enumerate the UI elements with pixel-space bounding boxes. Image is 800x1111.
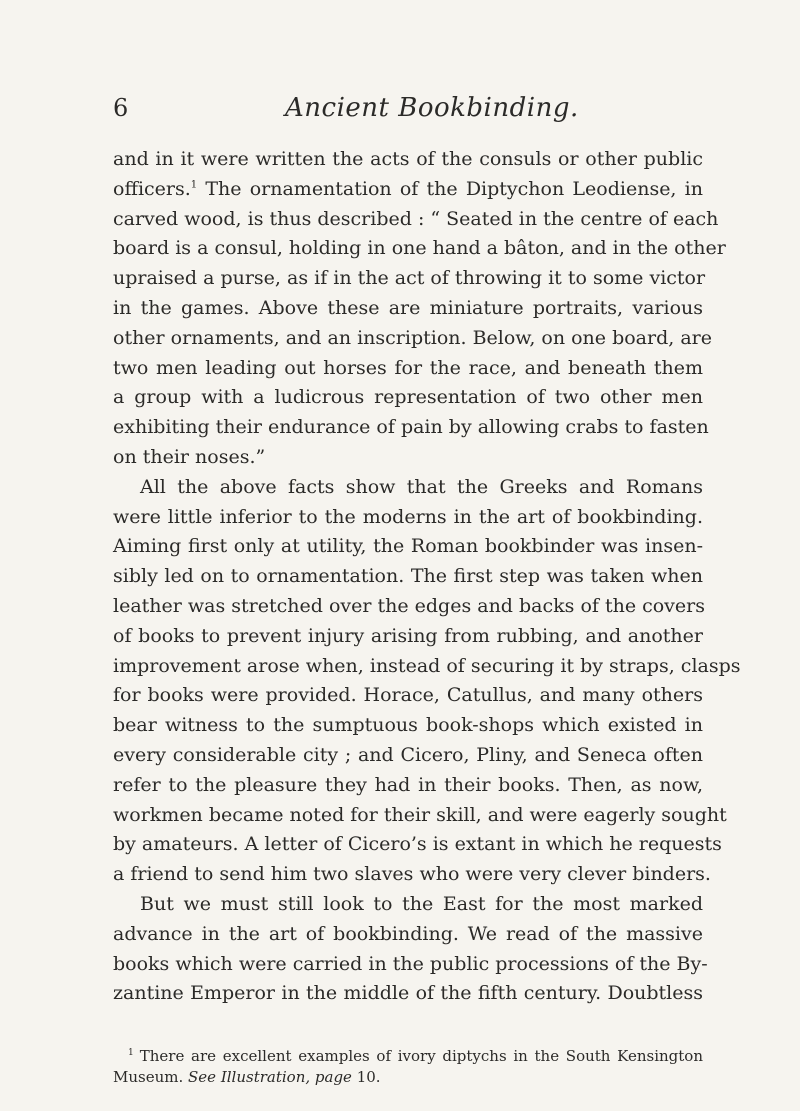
text-line: Aiming first only at utility, the Roman bookbinder was insen-: [113, 535, 703, 558]
text-line: exhibiting their endurance of pain by allowing crabs to fasten: [113, 416, 709, 439]
page-number: 6: [113, 94, 129, 122]
text-fragment: officers.: [113, 177, 191, 200]
text-line: carved wood, is thus described : “ Seated in the centre of each: [113, 207, 719, 230]
text-line: and in it were written the acts of the consuls or other public: [113, 148, 703, 170]
footnote-line: [113, 1046, 703, 1067]
body-text: [113, 145, 741, 1009]
footnote-mark: 1: [128, 1048, 134, 1058]
text-line: leather was stretched over the edges and backs of the covers: [113, 594, 705, 617]
text-line: sibly led on to ornamentation. The first step was taken when: [113, 565, 703, 588]
footnote: [113, 1046, 703, 1088]
text-line: other ornaments, and an inscription. Below, on one board, are: [113, 326, 712, 349]
text-line: every considerable city ; and Cicero, Pliny, and Seneca often: [113, 743, 703, 766]
text-line: But we must still look to the East for the most marked: [140, 892, 703, 915]
text-line: on their noses.”: [113, 445, 266, 468]
footnote-line: [113, 1067, 703, 1088]
page-header: [113, 92, 703, 132]
text-line: All the above facts show that the Greeks and Romans: [140, 475, 703, 498]
text-line: zantine Emperor in the middle of the fifth century. Doubtless: [113, 982, 703, 1005]
text-line: board is a consul, holding in one hand a bâton, and in the other: [113, 237, 726, 260]
text-line: bear witness to the sumptuous book-shops which existed in: [113, 714, 703, 737]
text-fragment: The ornamentation of the Diptychon Leodiense, in: [205, 177, 703, 200]
text-line: [113, 175, 703, 205]
text-line: a friend to send him two slaves who were very clever binders.: [113, 863, 711, 886]
text-line: upraised a purse, as if in the act of throwing it to some victor: [113, 267, 706, 290]
text-line: by amateurs. A letter of Cicero’s is extant in which he requests: [113, 833, 722, 856]
text-line: improvement arose when, instead of securing it by straps, clasps: [113, 654, 741, 677]
text-line: a group with a ludicrous representation of two other men: [113, 386, 703, 409]
text-line: books which were carried in the public processions of the By-: [113, 952, 708, 975]
text-line: of books to prevent injury arising from rubbing, and another: [113, 624, 703, 647]
footnote-text: There are excellent examples of ivory diptychs in the South Kensington: [139, 1047, 703, 1065]
footnote-italic-text: See Illustration, page: [188, 1068, 352, 1086]
text-line: advance in the art of bookbinding. We read of the massive: [113, 922, 703, 945]
text-line: were little inferior to the moderns in the art of bookbinding.: [113, 505, 703, 528]
footnote-text: 10.: [356, 1068, 381, 1086]
text-line: in the games. Above these are miniature portraits, various: [113, 296, 703, 319]
text-line: workmen became noted for their skill, and were eagerly sought: [113, 803, 727, 826]
text-line: refer to the pleasure they had in their books. Then, as now,: [113, 773, 703, 796]
footnote-text: Museum.: [113, 1068, 184, 1086]
footnote-reference: 1: [190, 179, 198, 191]
text-line: for books were provided. Horace, Catullus, and many others: [113, 684, 703, 707]
text-line: two men leading out horses for the race, and beneath them: [113, 356, 703, 379]
running-title: Ancient Bookbinding.: [285, 93, 579, 123]
